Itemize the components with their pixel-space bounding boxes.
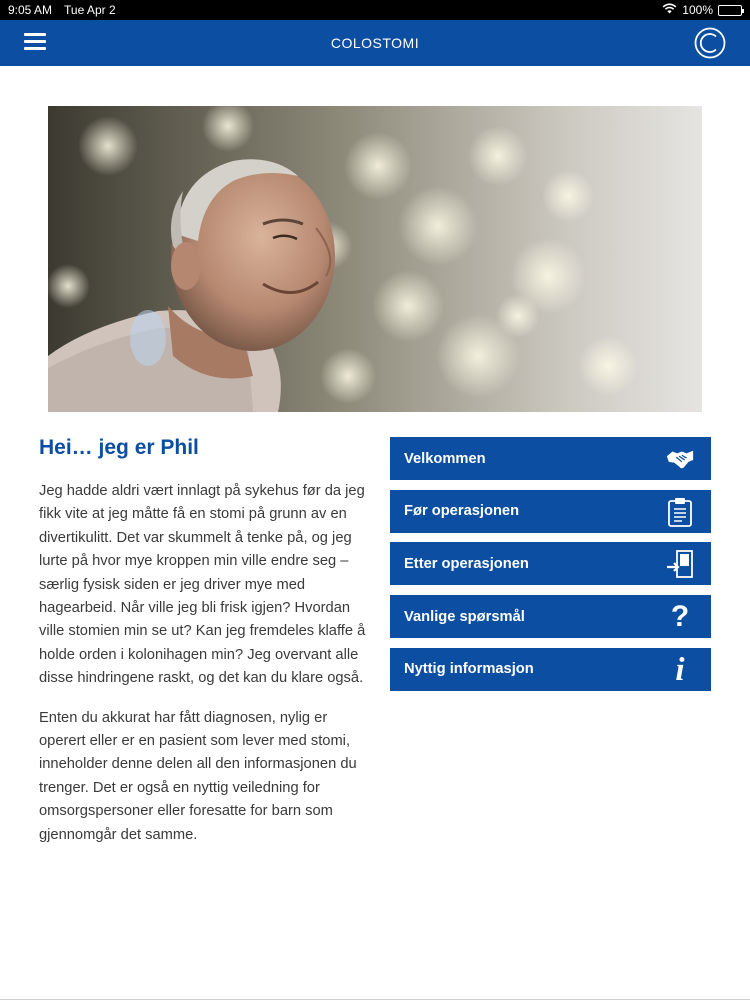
status-time: 9:05 AM [8,3,53,17]
brand-logo-icon[interactable] [694,27,726,59]
hero-photo-image [48,106,702,412]
status-date: Tue Apr 2 [64,3,116,17]
section-menu [390,437,711,700]
menu-item-etter-operasjonen[interactable] [390,542,711,585]
menu-item-vanlige-sporsmal[interactable] [390,595,711,638]
menu-item-label: Før operasjonen [404,503,520,520]
handshake-icon [665,444,695,474]
nav-bar [0,20,750,66]
battery-icon [718,5,742,16]
battery-percent: 100% [682,3,713,17]
intro-content [39,436,374,863]
menu-item-label: Velkommen [404,450,486,467]
question-mark-icon: ? [670,600,690,634]
menu-item-for-operasjonen[interactable] [390,490,711,533]
nav-title: COLOSTOMI [330,35,420,51]
menu-item-nyttig-informasjon[interactable] [390,648,711,691]
menu-item-velkommen[interactable] [390,437,711,480]
page-title: Hei… jeg er Phil [39,436,199,459]
info-paragraph: Enten du akkurat har fått diagnosen, nylig er operert eller er en pasient som lever med stomi, inneholder denne delen all den informasjonen du trenger. Det er også en nyttig veiledning for omsorgspersoner eller foresatte for barn som gjennomgår det samme. [39,709,357,843]
intro-paragraph: Jeg hadde aldri vært innlagt på sykehus før da jeg fikk vite at jeg måtte få en stomi på grunn av en divertikulitt. Det var skummelt å tenke på, og jeg lurte på hvor mye kroppen min ville endre seg – særlig fysisk siden er jeg driver mye med hagearbeid. Når ville jeg bli frisk igjen? Hvordan ville stomien min se ut? Kan jeg fremdeles klaffe å holde orden i kolonihagen min? Jeg overvant alle disse hindringene raskt, og det kan du klare også. [39,483,366,687]
clipboard-icon [665,497,695,527]
wifi-icon [662,3,677,17]
hamburger-menu-icon[interactable] [24,33,46,51]
menu-item-label: Nyttig informasjon [404,661,534,678]
menu-item-label: Etter operasjonen [404,555,529,572]
info-icon: i [675,651,685,688]
exit-door-icon [665,549,695,579]
menu-item-label: Vanlige spørsmål [404,608,525,625]
status-bar [0,0,750,20]
